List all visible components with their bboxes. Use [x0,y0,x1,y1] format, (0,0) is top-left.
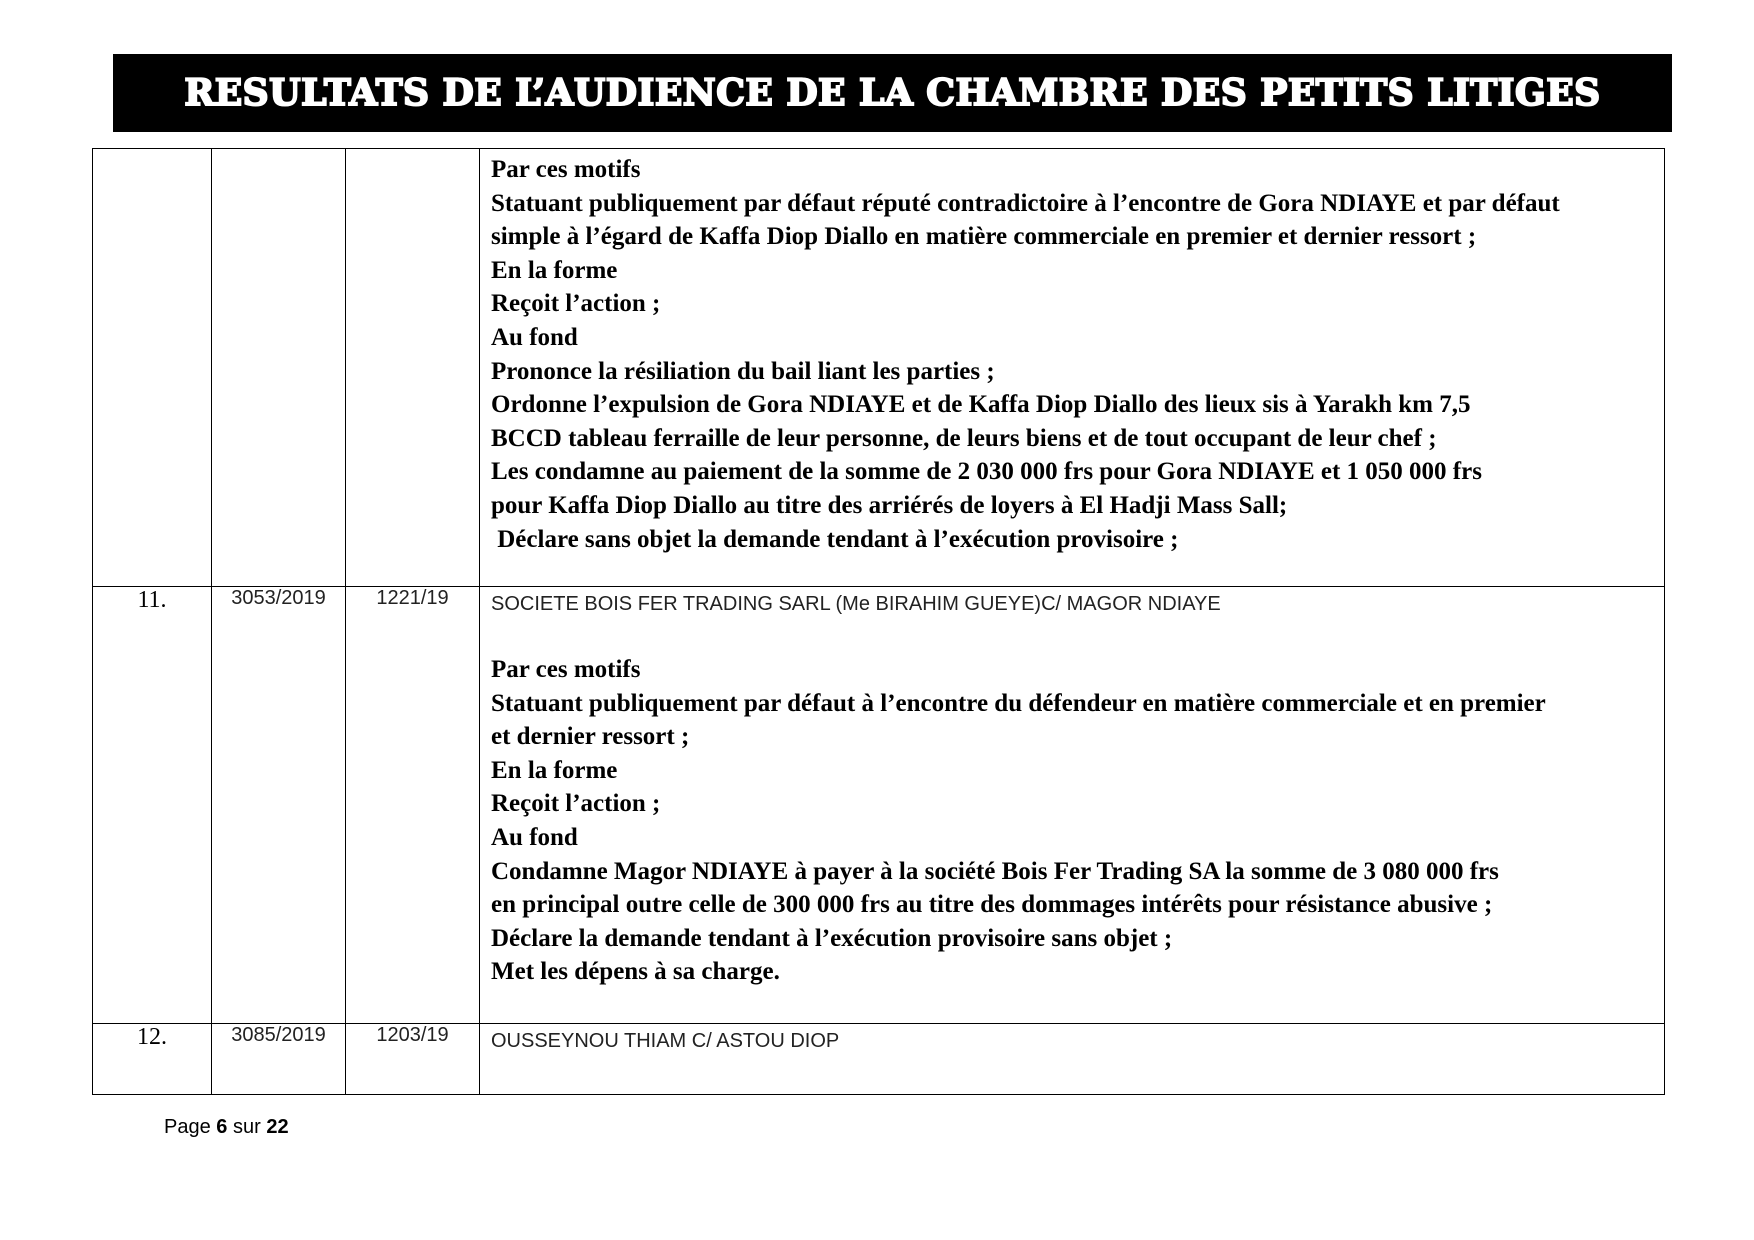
case-number [93,149,212,587]
case-description [480,149,1665,587]
header-banner [113,54,1672,132]
case-parties: OUSSEYNOU THIAM C/ ASTOU DIOP [491,1030,840,1052]
ruling-line: Prononce la résiliation du bail liant les parties ; [491,357,995,385]
page-current: 6 [216,1116,228,1138]
ruling-line: Par ces motifs [491,156,641,183]
ruling-line: en principal outre celle de 300 000 frs au titre des dommages intérêts pour résistance abusive ; [491,891,1493,919]
ruling-line: En la forme [491,756,618,784]
rulings-table [92,148,1665,1095]
table-row [93,1024,1665,1095]
ruling-line: Statuant publiquement par défaut à l’encontre du défendeur en matière commerciale et en premier [491,689,1546,717]
ruling-line: Reçoit l’action ; [491,790,661,818]
ruling-text [480,149,1664,556]
ruling-line: BCCD tableau ferraille de leur personne, de leurs biens et de tout occupant de leur chef ; [491,424,1437,452]
ruling-line: et dernier ressort ; [491,723,690,751]
ruling-line: Les condamne au paiement de la somme de 2 030 000 frs pour Gora NDIAYE et 1 050 000 frs [491,458,1482,486]
case-description [480,587,1665,1024]
ruling-line: Par ces motifs [491,656,641,683]
case-description [480,1024,1665,1095]
table-row [93,149,1665,587]
page-footer [164,1116,289,1139]
rg-number: 3085/2019 [212,1024,346,1095]
page-title: RESULTATS DE L’AUDIENCE DE LA CHAMBRE DES PETITS LITIGES [184,72,1601,114]
ruling-line: Reçoit l’action ; [491,290,661,318]
ruling-line: Déclare sans objet la demande tendant à l’exécution provisoire ; [491,525,1179,553]
ruling-line: Déclare la demande tendant à l’exécution provisoire sans objet ; [491,924,1173,952]
ruling-line: Ordonne l’expulsion de Gora NDIAYE et de Kaffa Diop Diallo des lieux sis à Yarakh km 7,5 [491,391,1471,419]
ruling-line: Met les dépens à sa charge. [491,958,780,986]
repertoire-number: 1203/19 [346,1024,480,1095]
table-row [93,587,1665,1024]
ruling-line: Au fond [491,323,578,351]
ruling-text [480,649,1664,989]
rg-number: 3053/2019 [212,587,346,1024]
ruling-line: En la forme [491,256,618,284]
page-total: 22 [266,1116,289,1138]
ruling-line: simple à l’égard de Kaffa Diop Diallo en matière commerciale en premier et dernier ressort ; [491,223,1477,251]
ruling-line: pour Kaffa Diop Diallo au titre des arriérés de loyers à El Hadji Mass Sall; [491,491,1288,519]
ruling-line: Condamne Magor NDIAYE à payer à la société Bois Fer Trading SA la somme de 3 080 000 frs [491,857,1499,885]
case-number: 11. [93,587,212,1024]
repertoire-number: 1221/19 [346,587,480,1024]
case-number: 12. [93,1024,212,1095]
ruling-line: Au fond [491,823,578,851]
spacer [480,616,1664,649]
page-sur: sur [232,1116,261,1138]
repertoire-number [346,149,480,587]
rg-number [212,149,346,587]
page-label: Page [164,1116,211,1138]
ruling-line: Statuant publiquement par défaut réputé contradictoire à l’encontre de Gora NDIAYE et par défaut [491,189,1560,217]
case-parties: SOCIETE BOIS FER TRADING SARL (Me BIRAHIM GUEYE)C/ MAGOR NDIAYE [491,593,1221,615]
